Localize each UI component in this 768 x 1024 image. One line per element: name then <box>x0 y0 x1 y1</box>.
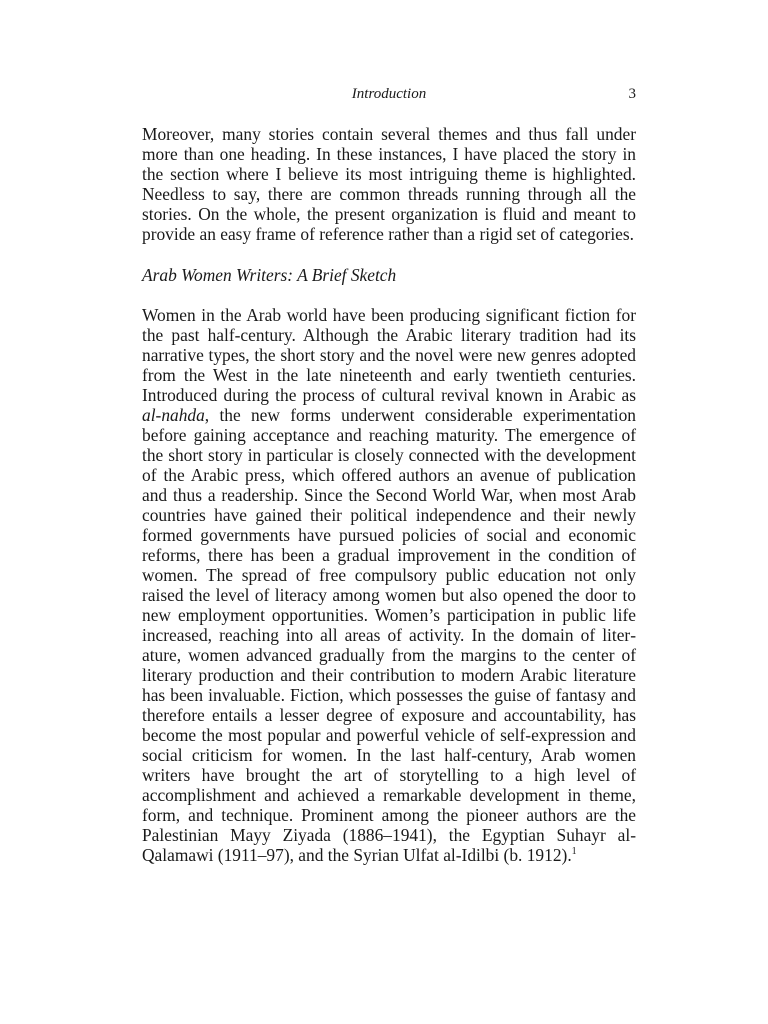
running-title: Introduction <box>351 86 427 102</box>
page-number: 3 <box>628 86 636 102</box>
section-heading: Arab Women Writers: A Brief Sketch <box>142 265 397 285</box>
paragraph-text: , the new forms underwent considerable experimentation before gaining acceptance and reaching maturity. The emergence of the short story in particular is closely connected with the development of the Arabic press, which offered authors an avenue of publication and thus a readership. Since the Second World War, when most Arab countries have gained their political independence and their newly formed governments have pursued policies of social and economic reforms, there has been a gradual improvement in the condition of women. The spread of free compulsory public education not only raised the level of literacy among women but also opened the door to new employment opportunities. Women’s participation in public life increased, reaching into all areas of activity. In the domain of literature, women advanced gradually from the margins to the center of literary production and their contribution to modern Arabic literature has been invaluable. Fiction, which possesses the guise of fantasy and therefore entails a lesser degree of exposure and accountability, has become the most popular and powerful vehicle of self-expression and social criticism for women. In the last half-century, Arab women writers have brought the art of storytelling to a high level of accomplishment and achieved a remarkable development in theme, form, and technique. Prominent among the pioneer authors are the Palestinian Mayy Ziyada (1886–1941), the Egyptian Suhayr al-Qalamawi (1911–97), and the Syrian Ulfat al-Idilbi (b. 1912). <box>142 405 636 865</box>
body-paragraph <box>142 305 636 865</box>
body-paragraph: Moreover, many stories contain several themes and thus fall under more than one heading. In these instances, I have placed the story in the section where I believe its most intriguing theme is highlighted. Needless to say, there are common threads running through all the stories. On the whole, the present organization is fluid and meant to provide an easy frame of reference rather than a rigid set of categories. <box>142 124 636 244</box>
footnote-marker[interactable]: 1 <box>571 846 577 857</box>
italic-term: al-nahda <box>142 405 205 425</box>
paragraph-text: Women in the Arab world have been producing significant fiction for the past half-century. Although the Arabic literary tradition had its narrative types, the short story and the novel were new genres adopted from the West in the late nineteenth and early twentieth centuries. Introduced during the process of cultural revival known in Arabic as <box>142 305 636 405</box>
book-page <box>142 84 636 865</box>
running-head <box>142 84 636 106</box>
